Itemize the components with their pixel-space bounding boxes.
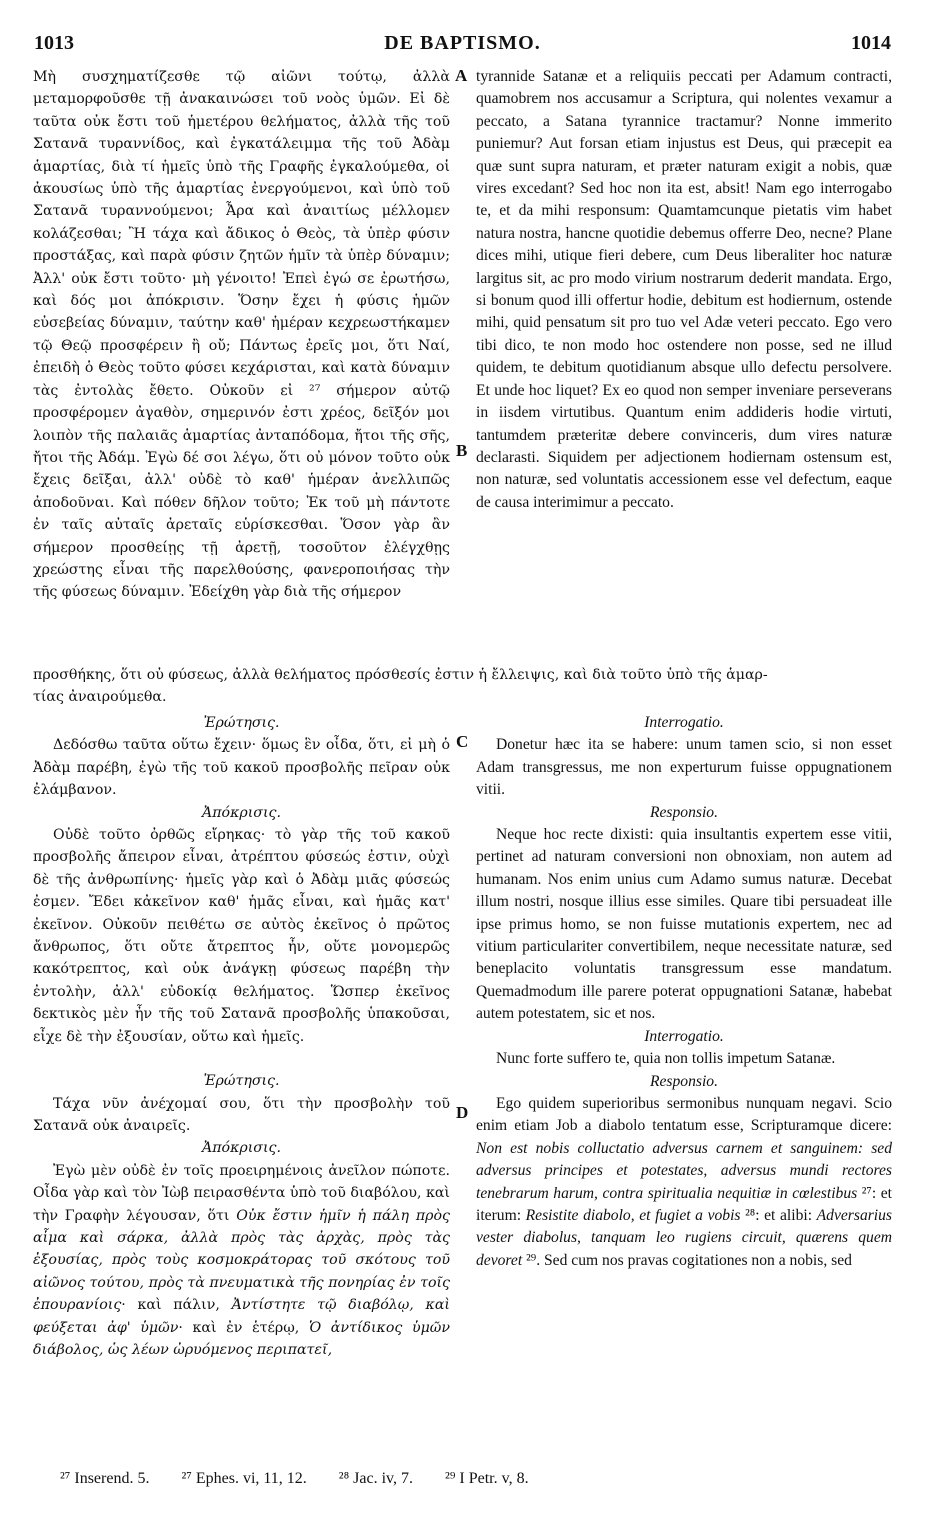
footnote-1: ²⁷ Inserend. 5.: [60, 1470, 150, 1487]
footnote-2: ²⁷ Ephes. vi, 11, 12.: [181, 1470, 307, 1487]
greek-spanning-line: [33, 664, 892, 709]
latin-heading-responsio-2: Responsio.: [649, 1072, 718, 1090]
greek-heading-apokrisis-2: Ἀπόκρισις.: [201, 1140, 282, 1157]
latin-paragraph-5: [476, 1093, 892, 1272]
page-number-right: 1014: [851, 32, 891, 54]
greek-column-top: [33, 66, 450, 604]
greek-paragraph-4: Τάχα νῦν ἀνέχομαί σου, ὅτι τὴν προσβολὴν τοῦ Σατανᾶ οὐκ ἀναιρεῖς.: [33, 1095, 450, 1134]
greek-p5-quote-ephesians: Οὐκ ἔστιν ἡμῖν ἡ πάλη πρὸς αἷμα καὶ σάρκα, ἀλλὰ πρὸς τὰς ἀρχὰς, πρὸς τὰς ἐξουσίας, πρὸς τοὺς κοσμοκράτορας τοῦ σκότους τοῦ αἰῶνος τούτου, πρὸς τὰ πνευματικὰ τῆς πονηρίας ἐν τοῖς ἐπουρανίοις: [33, 1207, 450, 1314]
latin-heading-interrogatio-2: Interrogatio.: [644, 1027, 724, 1045]
greek-paragraph-2: Δεδόσθω ταῦτα οὕτω ἔχειν· ὅμως ἓν οἶδα, ὅτι, εἰ μὴ ὁ Ἀδὰμ παρέβη, ἐγὼ τῆς τοῦ κακοῦ προσβολῆς πεῖραν οὐκ ἐλάμβανον.: [33, 737, 450, 799]
greek-spanning-text: προσθήκης, ὅτι οὐ φύσεως, ἀλλὰ θελήματος πρόσθεσίς ἐστιν ἡ ἔλλειψις, καὶ διὰ τοῦτο ὑπὸ τῆς ἁμαρ-: [33, 667, 768, 683]
greek-p5-quote-james: Ἀντίστητε τῷ διαβόλῳ, καὶ φεύξεται ἀφ' ὑμῶν: [33, 1297, 450, 1336]
greek-heading-erotesis-2: Ἐρώτησις.: [203, 1073, 280, 1090]
latin-p5-text-g: ²⁹. Sed cum nos pravas cogitationes non a nobis, sed: [522, 1251, 852, 1269]
greek-paragraph-5: [33, 1160, 450, 1362]
marker-b: B: [456, 441, 468, 460]
latin-paragraph-4: Nunc forte suffero te, quia non tollis impetum Satanæ.: [496, 1050, 836, 1068]
greek-p5-text-e: · καὶ ἐν ἑτέρῳ,: [178, 1319, 309, 1336]
footnote-4: ²⁹ I Petr. v, 8.: [445, 1470, 529, 1487]
latin-p5-text-e: ²⁸: et alibi:: [740, 1206, 817, 1224]
footnote-3: ²⁸ Jac. iv, 7.: [338, 1470, 414, 1487]
footnotes: [60, 1470, 865, 1488]
latin-p5-quote-peter: Adversarius vester diabolus, tanquam leo rugiens circuit, quærens quem devoret: [476, 1206, 893, 1269]
latin-p5-quote-ephesians: Non est nobis colluctatio adversus carnem et sanguinem: sed adversus principes et potestates, adversus mundi rectores tenebrarum harum, contra spiritualia nequitiæ in cœlestibus: [476, 1139, 892, 1202]
greek-paragraph-1: Μὴ συσχηματίζεσθε τῷ αἰῶνι τούτῳ, ἀλλὰ μεταμορφοῦσθε τῇ ἀνακαινώσει τοῦ νοὸς ὑμῶν. Εἰ δὲ ταῦτα οὐκ ἔστι τοῦ ἡμετέρου θελήματος, ἀλλὰ τῆς τοῦ Σατανᾶ τυραννίδος, καὶ ἐγκατάλειμμα τῆς τοῦ Ἀδὰμ ἁμαρτίας, διὰ τί ἡμεῖς ὑπὸ τῆς Γραφῆς ἐγκαλούμεθα, οἱ ἀκουσίως ὑπὸ τῆς ἁμαρτίας ἐνεργούμενοι, καὶ ὑπὸ τοῦ Σατανᾶ τυραννούμενοι; Ἆρα καὶ ἀναιτίως μέλλομεν κολάζεσθαι; Ἢ τάχα καὶ ἄδικος ὁ Θεὸς, τὰ ὑπὲρ φύσιν προστάξας, καὶ παρὰ φύσιν ζητῶν ἡμῖν τὰ ὑπὲρ δύναμιν; Ἀλλ' οὐκ ἔστι τοῦτο· μὴ γένοιτο! Ἐπεὶ ἐγώ σε ἐρωτήσω, καὶ δός μοι ἀπόκρισιν. Ὅσην ἔχει ἡ φύσις ἡμῶν εὐσεβείας δύναμιν, ταύτην καθ' ἡμέραν κεχρεωστήκαμεν τῷ Θεῷ προσφέρειν ἢ οὔ; Πάντως ἐρεῖς μοι, ὅτι Ναί, ἐπειδὴ ὁ Θεὸς τοῦτο φύσει κεχάρισται, καὶ κατὰ δύναμιν τὰς ἐντολὰς ἔθετο. Οὐκοῦν εἰ ²⁷ σήμερον αὐτῷ προσφέρομεν ἀγαθὸν, σημερινόν ἐστι χρέος, δεῖξόν μοι λοιπὸν τῆς παλαιᾶς ἁμαρτίας ἀνταπόδομα, ἤτοι τῆς σῆς, ἤτοι τῆς Ἀδάμ. Ἐγὼ δέ σοι λέγω, ὅτι οὐ μόνον τοῦτο οὐκ ἔχεις δεῖξαι, ἀλλ' οὐδὲ τὸ καθ' ἡμέραν ἀνελλιπῶς ἀποδοῦναι. Καὶ πόθεν δῆλον τοῦτο; Ἐκ τοῦ μὴ πάντοτε ἐν ταῖς αὐταῖς ἀρεταῖς εὑρίσκεσθαι. Ὅσον γὰρ ἂν σήμερον προσθείῃς τῇ ἀρετῇ, τοσοῦτον ἐλέγχθῃς χρεώστης εἶναι τῆς παρελθούσης, φανεροποιήσας τὴν τῆς φύσεως δύναμιν. Ἐδείχθη γὰρ διὰ τῆς σήμερον: [33, 69, 450, 601]
latin-paragraph-3: Neque hoc recte dixisti: quia insultantis expertem esse vitii, pertinet ad naturam conversioni non obnoxiam, non autem ad humanam. Nos enim unius cum Adamo sumus naturæ. Decebat illum nostri, nosque illius esse similes. Quare tibi persuadeat ille ipse primus homo, se non fuisse mutationis expertem, nec ad vitium particulariter convertibilem, neque necessitate naturæ, sed beneplacito voluntatis transgressum esse mandatum. Quemadmodum ille parere poterat oppugnationi Satanæ, habebat autem potestatem, sic et nos.: [476, 826, 892, 1023]
page-number-left: 1013: [34, 32, 74, 54]
latin-column-bottom: [476, 712, 892, 1272]
greek-spanning-text-end: τίας ἀναιρούμεθα.: [33, 689, 167, 706]
page-header: [34, 32, 891, 60]
latin-p5-quote-james: Resistite diabolo, et fugiet a vobis: [525, 1206, 741, 1224]
marker-c: C: [456, 732, 469, 751]
latin-paragraph-1: tyrannide Satanæ et a reliquiis peccati per Adamum contracti, quamobrem nos accusamur a Scriptura, qui nolentes vexamur a peccato, a Satana tyrannice tractamur? Nonne immerito puniemur? Aut forsan etiam injustus est Deus, qui præcepit ea quæ sunt supra naturam, et præter naturam exigit a nobis, quæ vires excedant? Sed hoc non ita est, absit! Nam ego interrogabo te, et da mihi responsum: Quamtamcunque pietatis vim habet natura nostra, hancne quotidie debemus offerre Deo, necne? Plane dices mihi, utique fieri debere, cum Deus liberaliter hoc naturæ largitus sit, ac pro modo virium nostrarum dederit mandata. Ergo, si bonum quod illi offertur hodie, debitum est hodiernum, ostende mihi, quid pensatum sit pro tuo vel Adæ veteri peccato. Ego vero tibi dico, te non modo hoc ostendere non posse, sed ne illud quidem, te debitum quotidianum absque ullo defectu persolvere. Et unde hoc liquet? Ex eo quod non semper inveniare perseverans in iisdem virtutibus. Quantum enim addideris hodie virtuti, tantumdem præteritæ debere convinceris, dum vires naturæ declarasti. Siquidem per adjectionem hodiernam ostensum est, non naturæ, sed voluntatis accessionem esse vel defectum, eaque de causa interimimur a peccato.: [476, 68, 892, 511]
latin-heading-responsio-1: Responsio.: [649, 803, 718, 821]
marker-a: A: [455, 66, 468, 85]
greek-paragraph-3: Οὐδὲ τοῦτο ὀρθῶς εἴρηκας· τὸ γὰρ τῆς τοῦ κακοῦ προσβολῆς ἄπειρον εἶναι, ἀτρέπτου φύσεώς ἐστιν, οὐχὶ δὲ τῆς ἀνθρωπίνης· ἡμεῖς γὰρ καὶ ὁ Ἀδὰμ μιᾶς φύσεώς ἐσμεν. Ἔδει κἀκεῖνον καθ' ἡμᾶς εἶναι, καὶ ἡμᾶς κατ' ἐκεῖνον. Οὐκοῦν πειθέτω σε αὐτὸς ἐκεῖνος ὁ πρῶτος ἄνθρωπος, ὅτι οὔτε ἄτρεπτος ἦν, οὔτε μονομερῶς κακότρεπτος, καὶ οὐκ ἀνάγκῃ φύσεως παρέβη τὴν ἐντολὴν, ἀλλ' εὐδοκίᾳ θελήματος. Ὥσπερ ἐκεῖνος δεκτικὸς μὲν ἦν τῆς τοῦ Σατανᾶ προσβολῆς ὑπακοῦσαι, εἶχε δὲ τὴν ἐξουσίαν, οὕτω καὶ ἡμεῖς.: [33, 827, 450, 1045]
latin-paragraph-2: Donetur hæc ita se habere: unum tamen scio, si non esset Adam transgressus, me non experturum fuisse oppugnationem vitii.: [476, 736, 892, 799]
greek-p5-text-c: · καὶ πάλιν,: [121, 1297, 232, 1314]
latin-p5-text-a: Ego quidem superioribus sermonibus nunquam negavi. Scio enim etiam Job a diabolo tentatum esse, Scripturamque dicere:: [476, 1094, 892, 1135]
greek-p5-text-a: Ἐγὼ μὲν οὐδὲ ἐν τοῖς προειρημένοις ἀνεῖλον πώποτε. Οἶδα γὰρ καὶ τὸν Ἰὼβ πειρασθέντα ὑπὸ τοῦ διαβόλου, καὶ τὴν Γραφὴν λέγουσαν, ὅτι: [33, 1162, 450, 1224]
latin-p5-text-c: ²⁷: et iterum:: [476, 1184, 893, 1224]
greek-heading-erotesis-1: Ἐρώτησις.: [203, 715, 280, 731]
latin-column-top: [476, 66, 892, 514]
greek-heading-apokrisis-1: Ἀπόκρισις.: [201, 804, 282, 821]
greek-column-bottom: [33, 712, 450, 1361]
latin-heading-interrogatio-1: Interrogatio.: [644, 714, 724, 731]
marker-d: D: [456, 1103, 469, 1122]
running-title: DE BAPTISMO.: [384, 32, 541, 54]
greek-p5-quote-peter: Ὁ ἀντίδικος ὑμῶν διάβολος, ὡς λέων ὠρυόμενος περιπατεῖ,: [33, 1319, 450, 1358]
